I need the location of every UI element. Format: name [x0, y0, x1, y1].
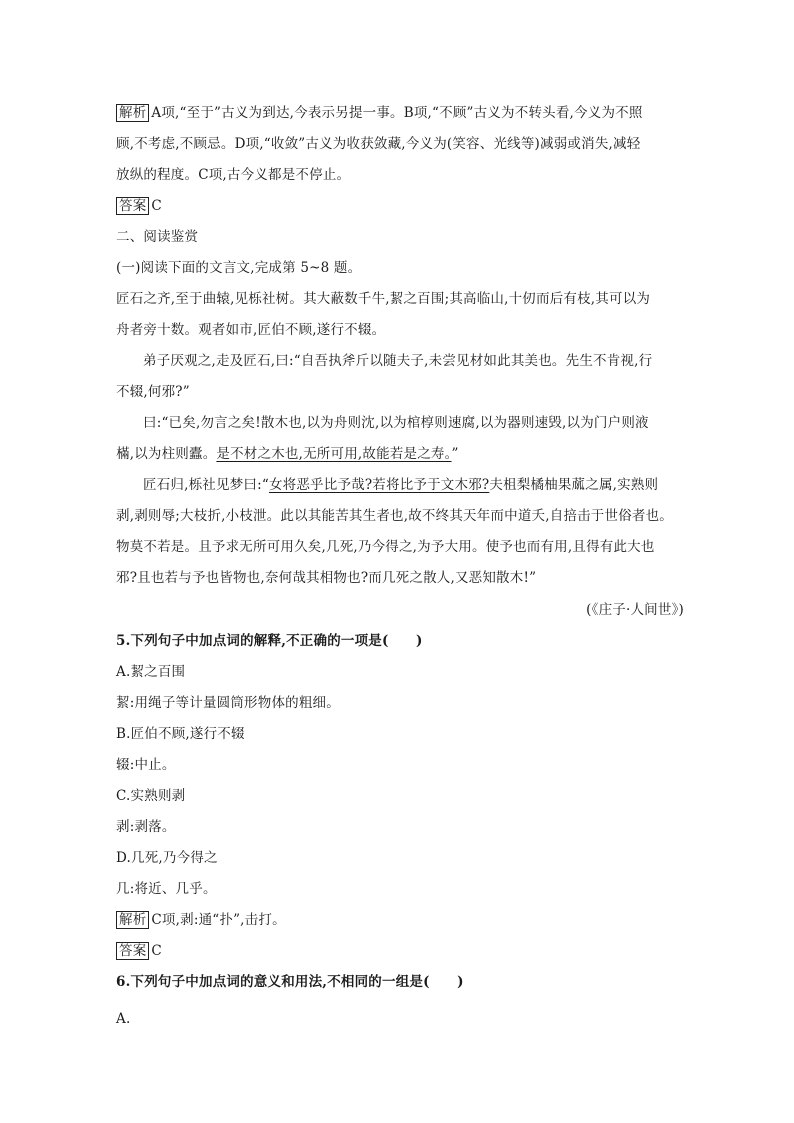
- q5-option-d-gloss: 几:将近、几乎。: [116, 881, 217, 897]
- section-title: 二、阅读鉴赏: [116, 229, 199, 245]
- q5-option-b-gloss: 辍:中止。: [116, 757, 176, 773]
- answer-tag: 答案: [116, 942, 149, 960]
- analysis-tag: 解析: [116, 911, 149, 929]
- passage-p2-line-1: 弟子厌观之,走及匠石,曰:“自吾执斧斤以随夫子,未尝见材如此其美也。先生不肯视,行: [143, 353, 653, 369]
- passage-p4-line-2: 剥,剥则辱;大枝折,小枝泄。此以其能苦其生者也,故不终其天年而中道夭,自掊击于世俗者也。: [116, 508, 674, 524]
- underlined-sentence: 是不材之木也,无所可用,故能若是之寿。: [216, 446, 452, 462]
- q4-analysis-line-1: 解析 A项,“至于”古义为到达,今表示另提一事。B项,“不顾”古义为不转头看,今义为不照: [116, 103, 682, 123]
- passage-p4-line-1: 匠石归,栎社见梦曰:“女将恶乎比予哉?若将比予于文木邪?夫柤梨橘柚果蓏之属,实熟则: [143, 477, 659, 493]
- passage-source: (《庄子·人间世》): [586, 602, 684, 618]
- q5-answer: 答案 C: [116, 941, 682, 961]
- q5-stem: 5.下列句子中加点词的解释,不正确的一项是( ): [116, 633, 423, 649]
- passage-p2-line-2: 不辍,何邪?”: [116, 384, 190, 400]
- q5-option-b: B.匠伯不顾,遂行不辍: [116, 726, 245, 742]
- underlined-sentence: 女将恶乎比予哉?若将比予于文木邪?: [268, 477, 490, 493]
- q5-option-a-gloss: 絜:用绳子等计量圆筒形物体的粗细。: [116, 695, 340, 711]
- passage-p1-line-2: 舟者旁十数。观者如市,匠伯不顾,遂行不辍。: [116, 322, 386, 338]
- subsection-title: (一)阅读下面的文言文,完成第 5~8 题。: [116, 260, 362, 276]
- passage-p4-line-3: 物莫不若是。且予求无所可用久矣,几死,乃今得之,为予大用。使予也而有用,且得有此大也: [116, 539, 655, 555]
- q5-option-c-gloss: 剥:剥落。: [116, 819, 176, 835]
- q6-stem: 6.下列句子中加点词的意义和用法,不相同的一组是( ): [116, 974, 464, 990]
- q4-analysis-line-2: 顾,不考虑,不顾忌。D项,“收敛”古义为收获敛藏,今义为(笑容、光线等)减弱或消失,减轻: [116, 136, 641, 152]
- answer-tag: 答案: [116, 197, 149, 215]
- passage-p3-line-2: 樠,以为柱则蠹。是不材之木也,无所可用,故能若是之寿。”: [116, 446, 459, 462]
- q4-answer: 答案 C: [116, 196, 682, 216]
- q5-option-c: C.实熟则剥: [116, 788, 186, 804]
- analysis-tag: 解析: [116, 104, 149, 122]
- q4-analysis-line-3: 放纵的程度。C项,古今义都是不停止。: [116, 167, 351, 183]
- q5-analysis: 解析 C项,剥:通“扑”,击打。: [116, 910, 682, 930]
- passage-p1-line-1: 匠石之齐,至于曲辕,见栎社树。其大蔽数千牛,絜之百围;其高临山,十仞而后有枝,其可以为: [116, 291, 651, 307]
- passage-p3-line-1: 曰:“已矣,勿言之矣!散木也,以为舟则沈,以为棺椁则速腐,以为器则速毁,以为门户则液: [143, 415, 649, 431]
- passage-p4-line-4: 邪?且也若与予也皆物也,奈何哉其相物也?而几死之散人,又恶知散木!”: [116, 570, 537, 586]
- q5-option-a: A.絜之百围: [116, 664, 186, 680]
- q6-option-a: A.: [116, 1011, 131, 1027]
- q5-option-d: D.几死,乃今得之: [116, 850, 218, 866]
